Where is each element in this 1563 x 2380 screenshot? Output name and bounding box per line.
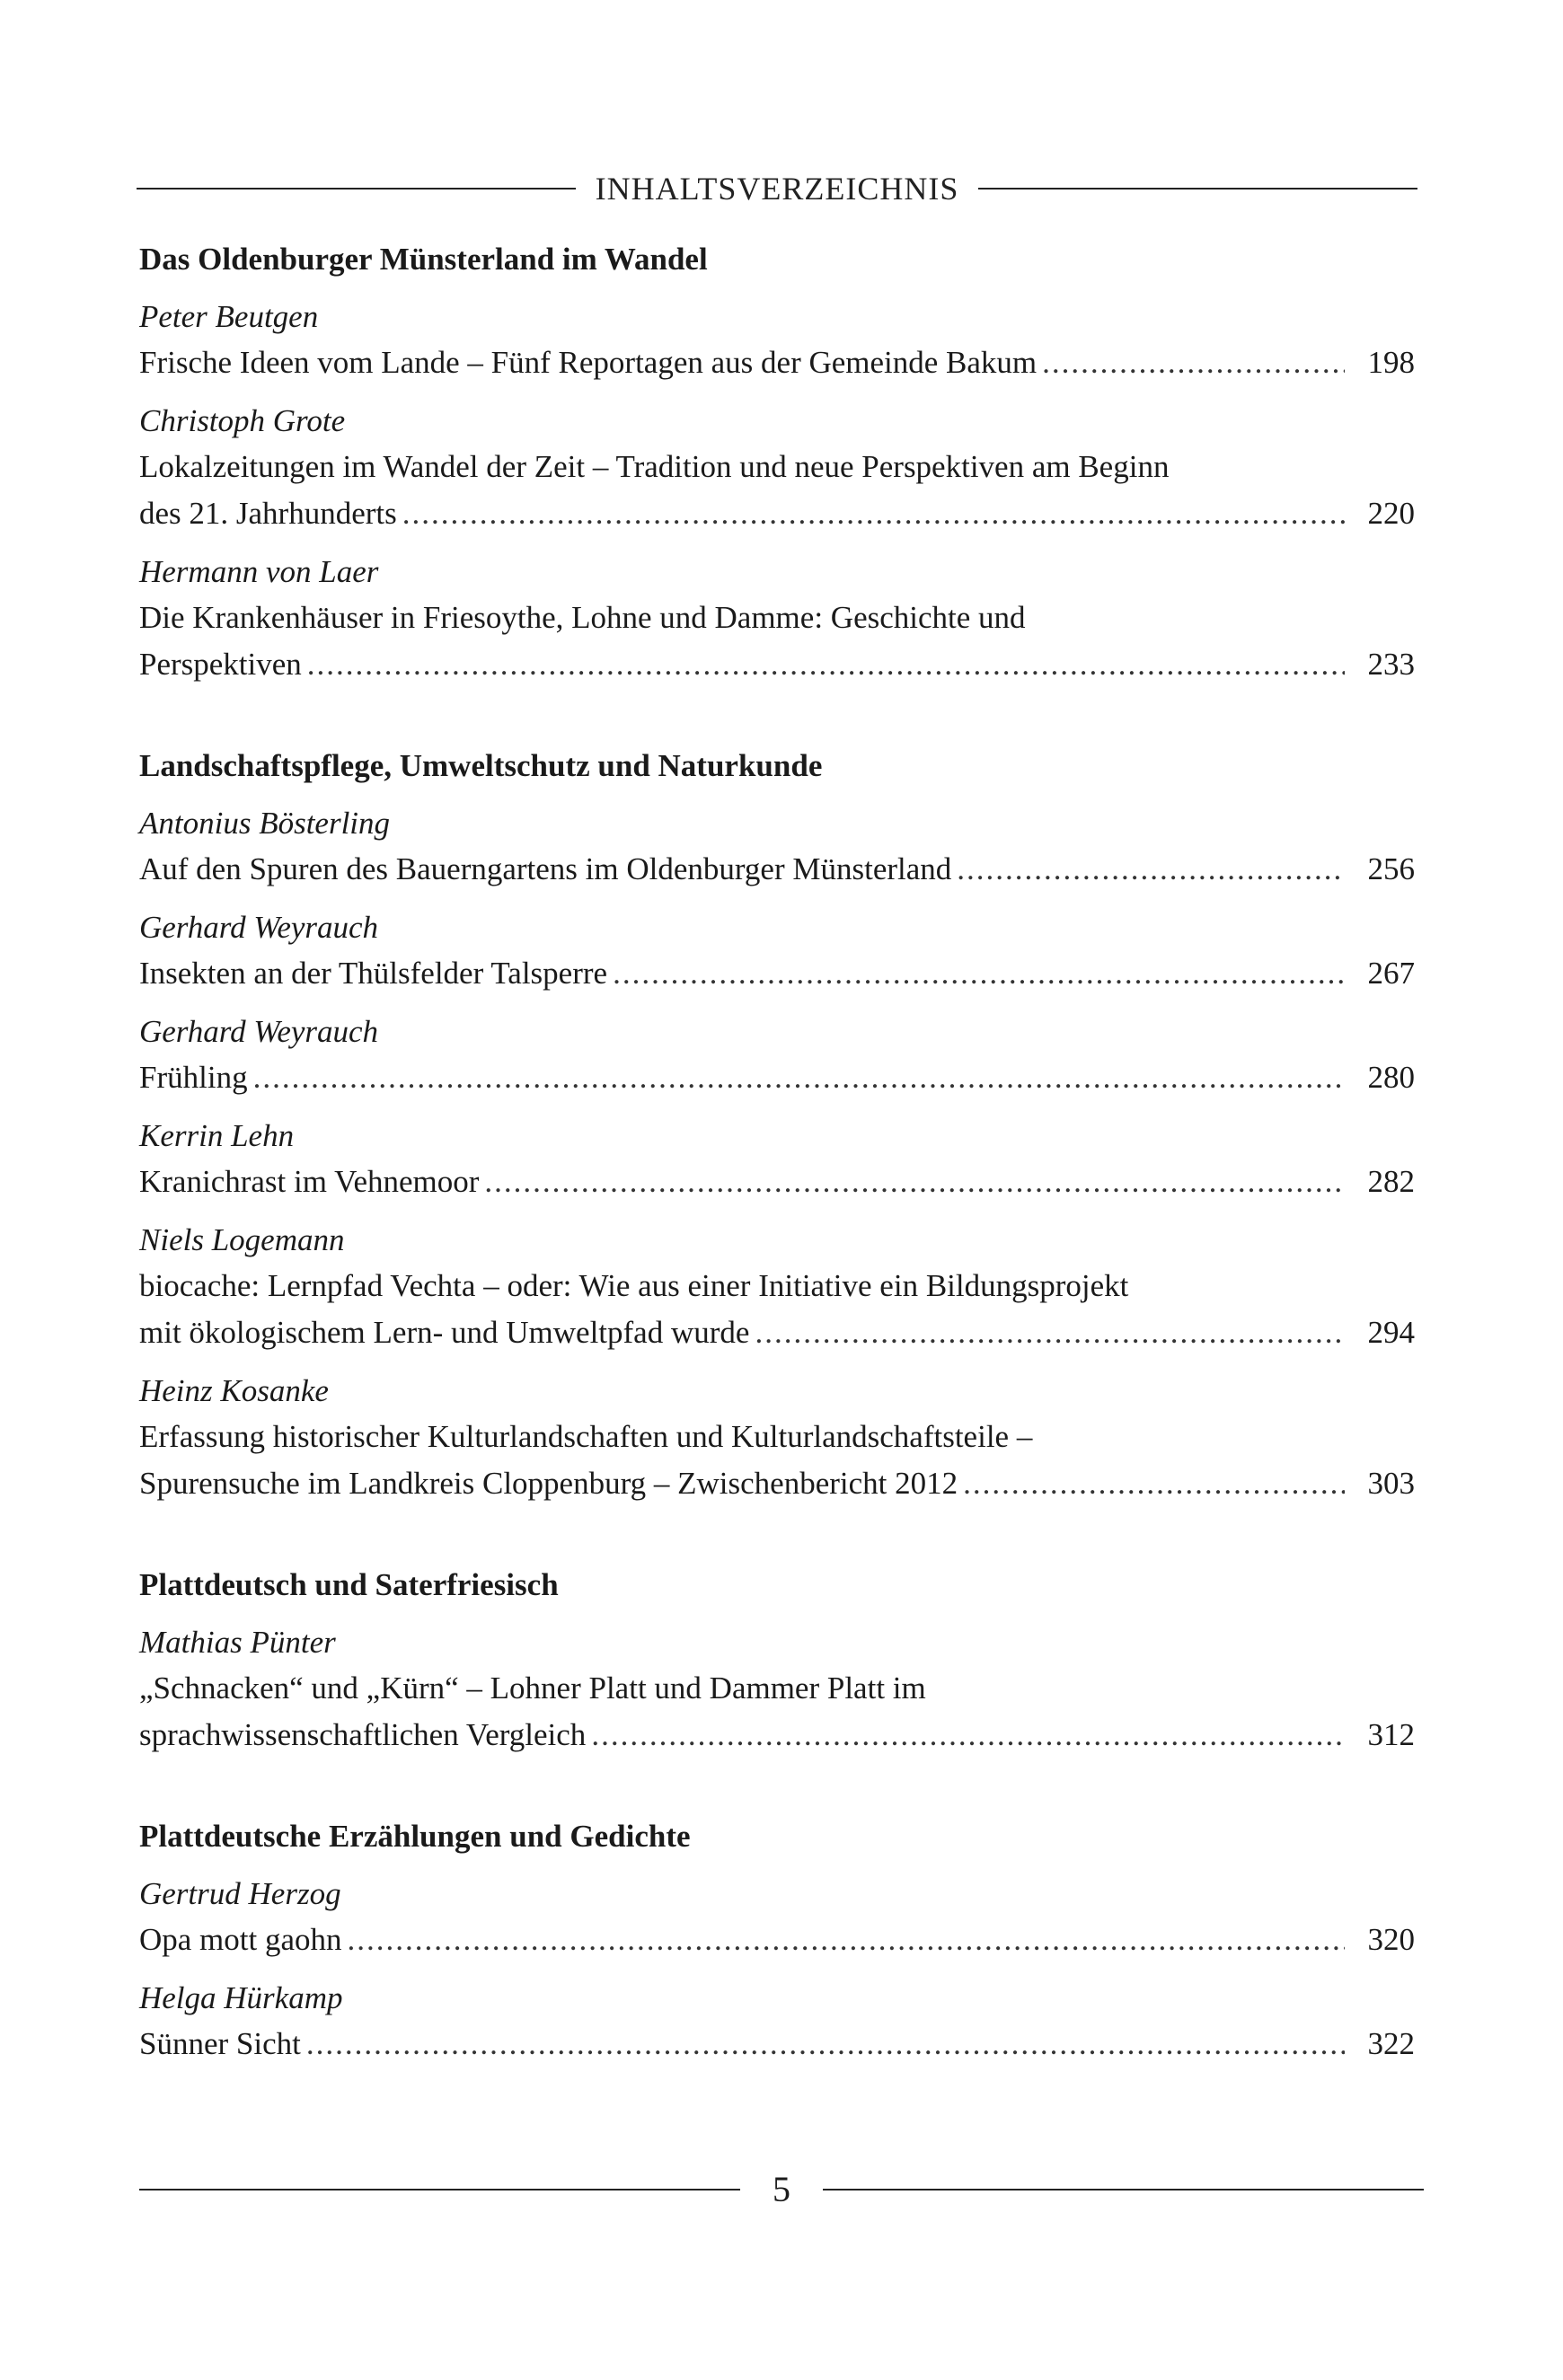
toc-section bbox=[139, 235, 1415, 688]
entry-author: Hermann von Laer bbox=[139, 554, 379, 589]
entry-title-line: mit ökologischem Lern- und Umweltpfad wurde bbox=[139, 1315, 750, 1350]
dot-leader bbox=[755, 1309, 1345, 1356]
entry-author: Gerhard Weyrauch bbox=[139, 1014, 379, 1049]
dot-leader bbox=[307, 641, 1345, 688]
entry-title-line: Insekten an der Thülsfelder Talsperre bbox=[139, 956, 608, 991]
toc-section bbox=[139, 1812, 1415, 2067]
toc-entry bbox=[139, 905, 1415, 997]
entry-title-line: Spurensuche im Landkreis Cloppenburg – Zwischenbericht 2012 bbox=[139, 1466, 958, 1501]
entry-title-row bbox=[139, 339, 1415, 386]
toc-entry bbox=[139, 550, 1415, 688]
dot-leader bbox=[963, 1460, 1345, 1507]
section-title: Das Oldenburger Münsterland im Wandel bbox=[139, 242, 708, 277]
entry-title-line: Die Krankenhäuser in Friesoythe, Lohne und Damme: Geschichte und bbox=[139, 600, 1026, 635]
entry-page-number: 312 bbox=[1367, 1717, 1415, 1752]
entry-title-row bbox=[139, 1309, 1415, 1356]
entry-page-number: 320 bbox=[1367, 1922, 1415, 1957]
entry-title-row bbox=[139, 1159, 1415, 1205]
entry-page-number: 220 bbox=[1367, 496, 1415, 531]
header-rule-left bbox=[137, 188, 576, 190]
toc-entry bbox=[139, 1976, 1415, 2067]
entry-title-line: Perspektiven bbox=[139, 647, 302, 682]
entry-page-number: 267 bbox=[1367, 956, 1415, 991]
footer-rule-right bbox=[823, 2189, 1424, 2190]
entry-author: Helga Hürkamp bbox=[139, 1980, 343, 2015]
toc-entry bbox=[139, 1218, 1415, 1356]
entry-title-row bbox=[139, 1054, 1415, 1101]
entry-page-number: 256 bbox=[1367, 851, 1415, 886]
footer-rule-left bbox=[139, 2189, 740, 2190]
entry-author: Niels Logemann bbox=[139, 1222, 345, 1257]
toc-section bbox=[139, 1561, 1415, 1759]
entry-author: Peter Beutgen bbox=[139, 299, 319, 334]
entry-author: Heinz Kosanke bbox=[139, 1373, 329, 1408]
entry-page-number: 303 bbox=[1367, 1466, 1415, 1501]
entry-author: Kerrin Lehn bbox=[139, 1118, 295, 1153]
entry-title-row bbox=[139, 846, 1415, 893]
toc-entry bbox=[139, 1620, 1415, 1759]
entry-page-number: 233 bbox=[1367, 647, 1415, 682]
entry-title-line: biocache: Lernpfad Vechta – oder: Wie aus einer Initiative ein Bildungsprojekt bbox=[139, 1268, 1129, 1303]
entry-title-line: Auf den Spuren des Bauerngartens im Oldenburger Münsterland bbox=[139, 851, 952, 886]
page-header bbox=[137, 172, 1417, 205]
dot-leader bbox=[613, 950, 1345, 997]
toc-entry bbox=[139, 1009, 1415, 1101]
dot-leader bbox=[348, 1917, 1345, 1963]
dot-leader bbox=[1042, 339, 1345, 386]
entry-title-line: Erfassung historischer Kulturlandschaften und Kulturlandschaftsteile – bbox=[139, 1419, 1033, 1454]
section-title: Plattdeutsch und Saterfriesisch bbox=[139, 1567, 559, 1602]
table-of-contents bbox=[139, 235, 1415, 2080]
entry-page-number: 282 bbox=[1367, 1164, 1415, 1199]
toc-entry bbox=[139, 1114, 1415, 1205]
entry-author: Gertrud Herzog bbox=[139, 1876, 341, 1911]
entry-page-number: 322 bbox=[1367, 2026, 1415, 2061]
entry-title-row bbox=[139, 1712, 1415, 1759]
section-title: Plattdeutsche Erzählungen und Gedichte bbox=[139, 1819, 691, 1854]
page-number: 5 bbox=[773, 2169, 790, 2209]
entry-title-line: Kranichrast im Vehnemoor bbox=[139, 1164, 480, 1199]
entry-title-row bbox=[139, 1917, 1415, 1963]
entry-page-number: 294 bbox=[1367, 1315, 1415, 1350]
entry-title-row bbox=[139, 950, 1415, 997]
toc-entry bbox=[139, 1369, 1415, 1507]
toc-entry bbox=[139, 1872, 1415, 1963]
entry-title-row bbox=[139, 2021, 1415, 2067]
dot-leader bbox=[253, 1054, 1345, 1101]
header-title: INHALTSVERZEICHNIS bbox=[595, 171, 959, 207]
entry-author: Christoph Grote bbox=[139, 403, 346, 438]
entry-page-number: 280 bbox=[1367, 1060, 1415, 1095]
page-footer bbox=[139, 2169, 1424, 2209]
entry-title-row bbox=[139, 641, 1415, 688]
entry-author: Antonius Bösterling bbox=[139, 806, 391, 841]
entry-title-line: sprachwissenschaftlichen Vergleich bbox=[139, 1717, 587, 1752]
entry-title-line: „Schnacken“ und „Kürn“ – Lohner Platt und Dammer Platt im bbox=[139, 1670, 926, 1706]
toc-section bbox=[139, 742, 1415, 1507]
entry-title-line: Opa mott gaohn bbox=[139, 1922, 342, 1957]
dot-leader bbox=[957, 846, 1345, 893]
toc-entry bbox=[139, 295, 1415, 386]
entry-title-line: des 21. Jahrhunderts bbox=[139, 496, 397, 531]
toc-entry bbox=[139, 399, 1415, 537]
entry-page-number: 198 bbox=[1367, 345, 1415, 380]
dot-leader bbox=[484, 1159, 1345, 1205]
toc-entry bbox=[139, 801, 1415, 893]
entry-title-line: Lokalzeitungen im Wandel der Zeit – Tradition und neue Perspektiven am Beginn bbox=[139, 449, 1170, 484]
header-rule-right bbox=[978, 188, 1417, 190]
entry-author: Gerhard Weyrauch bbox=[139, 910, 379, 945]
dot-leader bbox=[306, 2021, 1345, 2067]
dot-leader bbox=[402, 490, 1345, 537]
entry-title-line: Sünner Sicht bbox=[139, 2026, 301, 2061]
section-title: Landschaftspflege, Umweltschutz und Naturkunde bbox=[139, 748, 823, 783]
dot-leader bbox=[591, 1712, 1345, 1759]
entry-title-row bbox=[139, 1460, 1415, 1507]
entry-title-line: Frische Ideen vom Lande – Fünf Reportagen aus der Gemeinde Bakum bbox=[139, 345, 1038, 380]
entry-title-line: Frühling bbox=[139, 1060, 248, 1095]
entry-author: Mathias Pünter bbox=[139, 1625, 336, 1660]
entry-title-row bbox=[139, 490, 1415, 537]
